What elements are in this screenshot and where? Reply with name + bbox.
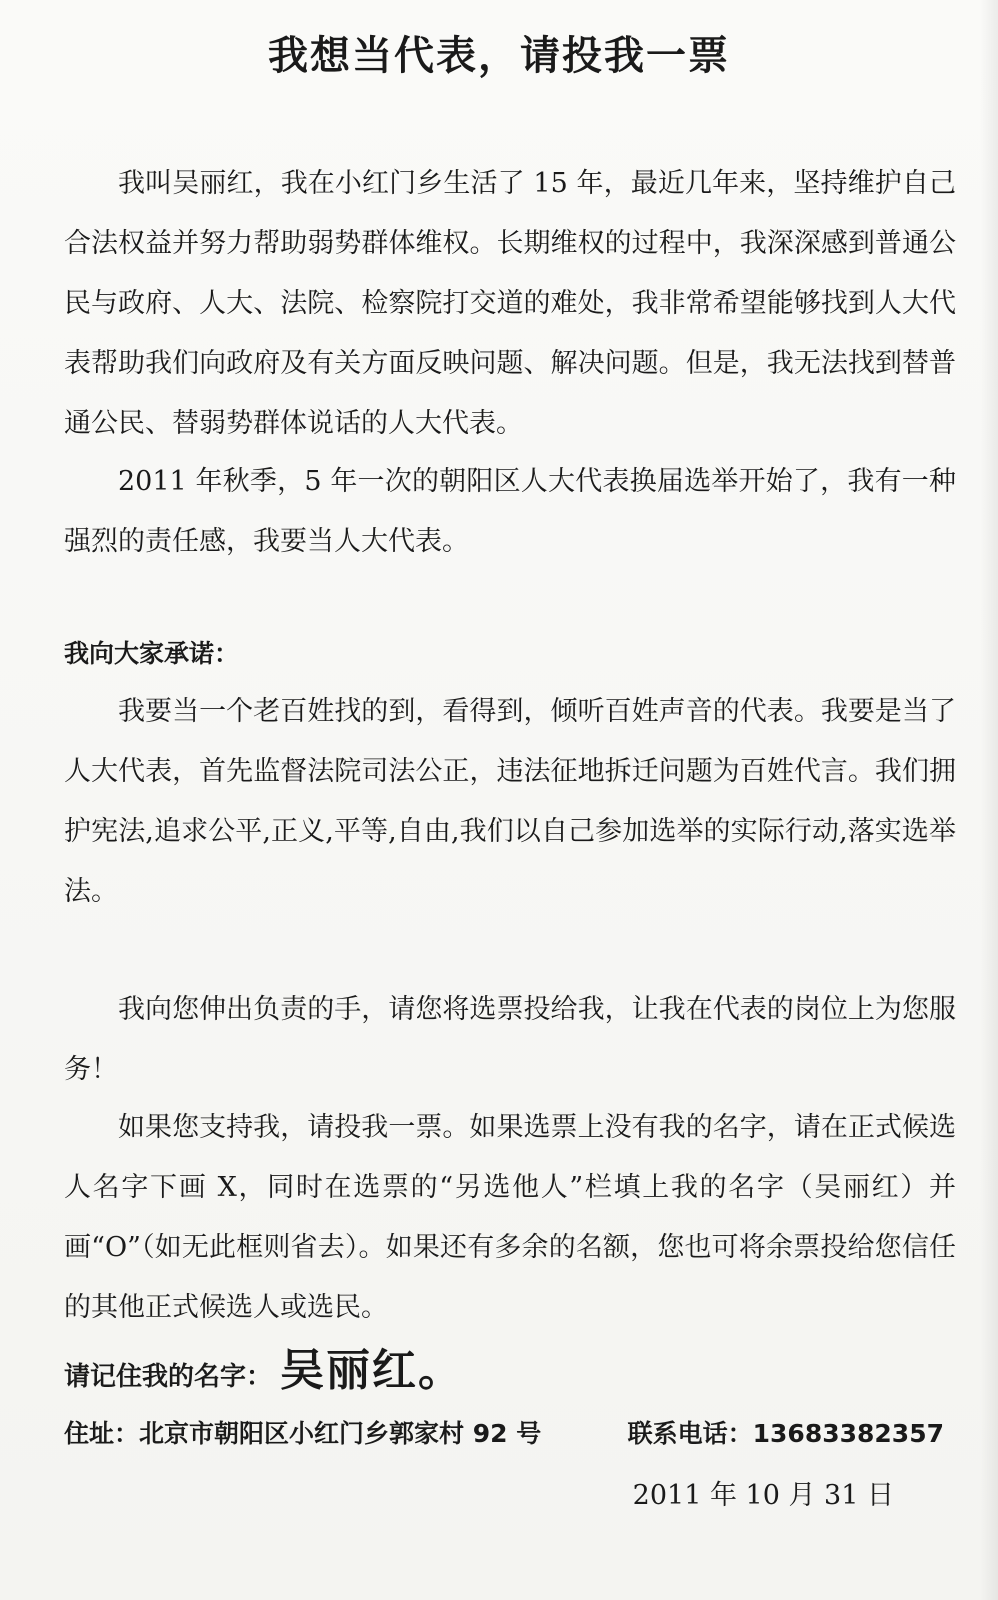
address-text: 住址：北京市朝阳区小红门乡郭家村 92 号 <box>64 1419 542 1448</box>
contact-line <box>64 1416 944 1452</box>
election-paragraph-block <box>64 452 956 572</box>
voting-paragraph: 如果您支持我，请投我一票。如果选票上没有我的名字，请在正式候选人名字下画 X，同时在选票的“另选他人”栏填上我的名字（吴丽红）并画“O”（如无此框则省去）。如果还有多余的名额，您也可将余票投给您信任的其他正式候选人或选民。 <box>64 1112 956 1323</box>
scan-edge-shadow <box>980 0 998 1600</box>
intro-paragraph-block <box>64 154 956 454</box>
appeal-paragraph-block <box>64 980 956 1100</box>
promise-paragraph: 我要当一个老百姓找的到，看得到，倾听百姓声音的代表。我要是当了人大代表，首先监督法院司法公正，违法征地拆迁问题为百姓代言。我们拥护宪法,追求公平,正义,平等,自由,我们以自己参加选举的实际行动,落实选举法。 <box>64 696 956 907</box>
promise-heading: 我向大家承诺： <box>64 639 240 668</box>
election-paragraph: 2011 年秋季，5 年一次的朝阳区人大代表换届选举开始了，我有一种强烈的责任感，我要当人大代表。 <box>64 466 956 557</box>
voting-paragraph-block <box>64 1098 956 1338</box>
document-title: 我想当代表，请投我一票 <box>268 33 730 79</box>
remember-label: 请记住我的名字： <box>64 1362 273 1392</box>
appeal-paragraph: 我向您伸出负责的手，请您将选票投给我，让我在代表的岗位上为您服务！ <box>64 994 956 1085</box>
candidate-name: 吴丽红。 <box>280 1345 465 1396</box>
document-date: 2011 年 10 月 31 日 <box>632 1480 894 1511</box>
promise-paragraph-block <box>64 682 956 922</box>
remember-name-line <box>64 1334 464 1398</box>
intro-paragraph: 我叫吴丽红，我在小红门乡生活了 15 年，最近几年来，坚持维护自己合法权益并努力帮助弱势群体维权。长期维权的过程中，我深深感到普通公民与政府、人大、法院、检察院打交道的难处，我非常希望能够找到人大代表帮助我们向政府及有关方面反映问题、解决问题。但是，我无法找到替普通公民、替弱势群体说话的人大代表。 <box>64 168 956 439</box>
phone-text: 联系电话：13683382357 <box>627 1419 944 1448</box>
